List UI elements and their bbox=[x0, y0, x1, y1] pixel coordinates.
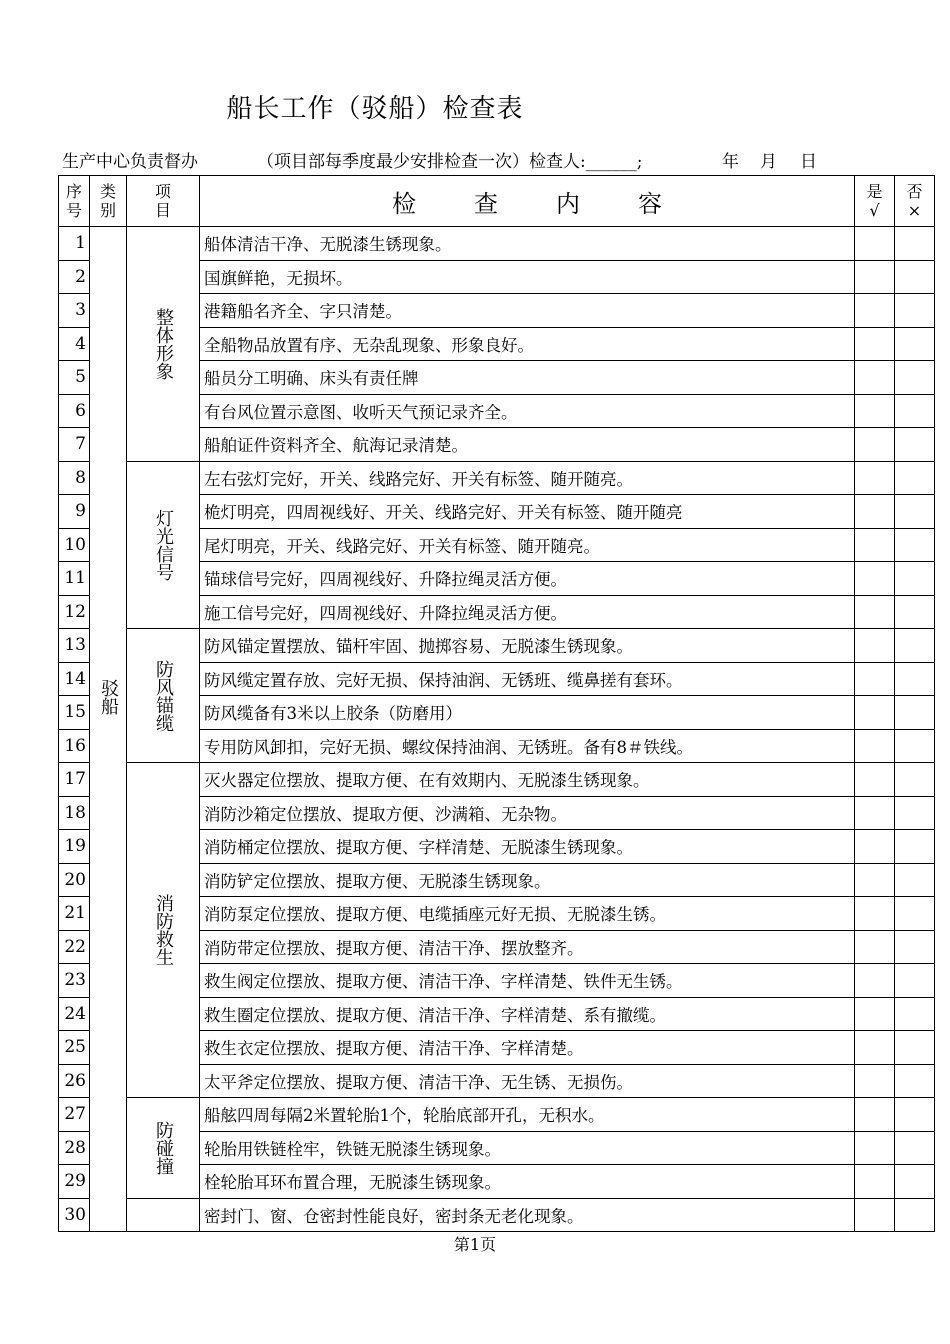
yes-checkbox-cell[interactable] bbox=[855, 394, 895, 428]
yes-checkbox-cell[interactable] bbox=[855, 495, 895, 529]
row-number: 30 bbox=[59, 1198, 90, 1232]
row-number: 12 bbox=[59, 595, 90, 629]
no-checkbox-cell[interactable] bbox=[895, 1131, 935, 1165]
row-number: 16 bbox=[59, 729, 90, 763]
row-number: 1 bbox=[59, 227, 90, 261]
no-checkbox-cell[interactable] bbox=[895, 729, 935, 763]
check-item-text: 救生衣定位摆放、提取方便、清洁干净、字样清楚。 bbox=[200, 1031, 855, 1065]
no-checkbox-cell[interactable] bbox=[895, 1165, 935, 1199]
check-item-text: 消防泵定位摆放、提取方便、电缆插座元好无损、无脱漆生锈。 bbox=[200, 897, 855, 931]
checklist-table bbox=[58, 175, 935, 1232]
table-row bbox=[59, 461, 935, 495]
subtitle-supervisor: 生产中心负责督办 bbox=[62, 152, 198, 172]
no-checkbox-cell[interactable] bbox=[895, 327, 935, 361]
header-yes-1: 是 bbox=[866, 182, 883, 201]
no-checkbox-cell[interactable] bbox=[895, 662, 935, 696]
row-number: 26 bbox=[59, 1064, 90, 1098]
subtitle-year: 年 bbox=[722, 152, 739, 172]
check-item-text: 左右弦灯完好，开关、线路完好、开关有标签、随开随亮。 bbox=[200, 461, 855, 495]
table-row bbox=[59, 763, 935, 797]
yes-checkbox-cell[interactable] bbox=[855, 997, 895, 1031]
header-row bbox=[59, 176, 935, 227]
group-cell bbox=[127, 1198, 200, 1232]
header-category bbox=[90, 176, 127, 227]
no-checkbox-cell[interactable] bbox=[895, 763, 935, 797]
yes-checkbox-cell[interactable] bbox=[855, 1064, 895, 1098]
header-seq bbox=[59, 176, 90, 227]
header-no-1: 否 bbox=[906, 182, 923, 201]
yes-checkbox-cell[interactable] bbox=[855, 763, 895, 797]
no-checkbox-cell[interactable] bbox=[895, 830, 935, 864]
row-number: 13 bbox=[59, 629, 90, 663]
yes-checkbox-cell[interactable] bbox=[855, 1198, 895, 1232]
check-item-text: 太平斧定位摆放、提取方便、清洁干净、无生锈、无损伤。 bbox=[200, 1064, 855, 1098]
yes-checkbox-cell[interactable] bbox=[855, 1131, 895, 1165]
yes-checkbox-cell[interactable] bbox=[855, 629, 895, 663]
row-number: 29 bbox=[59, 1165, 90, 1199]
group-cell bbox=[127, 763, 200, 1098]
check-item-text: 船体清洁干净、无脱漆生锈现象。 bbox=[200, 227, 855, 261]
check-item-text: 救生圈定位摆放、提取方便、清洁干净、字样清楚、系有撤缆。 bbox=[200, 997, 855, 1031]
yes-checkbox-cell[interactable] bbox=[855, 528, 895, 562]
header-cat-1: 类 bbox=[99, 182, 116, 201]
check-item-text: 港籍船名齐全、字只清楚。 bbox=[200, 294, 855, 328]
yes-checkbox-cell[interactable] bbox=[855, 729, 895, 763]
yes-checkbox-cell[interactable] bbox=[855, 897, 895, 931]
no-checkbox-cell[interactable] bbox=[895, 595, 935, 629]
no-checkbox-cell[interactable] bbox=[895, 260, 935, 294]
header-cat-2: 别 bbox=[99, 201, 116, 220]
group-label: 防碰撞 bbox=[153, 1120, 174, 1175]
no-checkbox-cell[interactable] bbox=[895, 394, 935, 428]
row-number: 5 bbox=[59, 361, 90, 395]
yes-checkbox-cell[interactable] bbox=[855, 361, 895, 395]
yes-checkbox-cell[interactable] bbox=[855, 1031, 895, 1065]
no-checkbox-cell[interactable] bbox=[895, 863, 935, 897]
header-content bbox=[200, 176, 855, 227]
page-title: 船长工作（驳船）检查表 bbox=[226, 94, 524, 124]
header-seq-2: 号 bbox=[65, 201, 82, 220]
check-item-text: 消防铲定位摆放、提取方便、无脱漆生锈现象。 bbox=[200, 863, 855, 897]
check-item-text: 国旗鲜艳，无损坏。 bbox=[200, 260, 855, 294]
no-checkbox-cell[interactable] bbox=[895, 930, 935, 964]
no-checkbox-cell[interactable] bbox=[895, 294, 935, 328]
check-item-text: 船舶证件资料齐全、航海记录清楚。 bbox=[200, 428, 855, 462]
row-number: 15 bbox=[59, 696, 90, 730]
row-number: 18 bbox=[59, 796, 90, 830]
yes-checkbox-cell[interactable] bbox=[855, 796, 895, 830]
category-label: 驳船 bbox=[98, 679, 119, 715]
row-number: 6 bbox=[59, 394, 90, 428]
header-no bbox=[895, 176, 935, 227]
yes-checkbox-cell[interactable] bbox=[855, 260, 895, 294]
yes-checkbox-cell[interactable] bbox=[855, 595, 895, 629]
yes-checkbox-cell[interactable] bbox=[855, 863, 895, 897]
check-item-text: 尾灯明亮，开关、线路完好、开关有标签、随开随亮。 bbox=[200, 528, 855, 562]
no-checkbox-cell[interactable] bbox=[895, 495, 935, 529]
yes-checkbox-cell[interactable] bbox=[855, 662, 895, 696]
check-item-text: 轮胎用铁链栓牢，铁链无脱漆生锈现象。 bbox=[200, 1131, 855, 1165]
check-item-text: 栓轮胎耳环布置合理，无脱漆生锈现象。 bbox=[200, 1165, 855, 1199]
no-checkbox-cell[interactable] bbox=[895, 1031, 935, 1065]
subtitle-day: 日 bbox=[800, 152, 817, 172]
no-checkbox-cell[interactable] bbox=[895, 1064, 935, 1098]
row-number: 24 bbox=[59, 997, 90, 1031]
no-checkbox-cell[interactable] bbox=[895, 696, 935, 730]
no-checkbox-cell[interactable] bbox=[895, 897, 935, 931]
check-item-text: 灭火器定位摆放、提取方便、在有效期内、无脱漆生锈现象。 bbox=[200, 763, 855, 797]
row-number: 28 bbox=[59, 1131, 90, 1165]
yes-checkbox-cell[interactable] bbox=[855, 696, 895, 730]
no-checkbox-cell[interactable] bbox=[895, 1098, 935, 1132]
row-number: 14 bbox=[59, 662, 90, 696]
row-number: 8 bbox=[59, 461, 90, 495]
yes-checkbox-cell[interactable] bbox=[855, 964, 895, 998]
check-item-text: 防风缆备有3米以上胶条（防磨用） bbox=[200, 696, 855, 730]
header-yes bbox=[855, 176, 895, 227]
row-number: 27 bbox=[59, 1098, 90, 1132]
no-checkbox-cell[interactable] bbox=[895, 227, 935, 261]
no-checkbox-cell[interactable] bbox=[895, 461, 935, 495]
category-cell bbox=[90, 227, 127, 1232]
group-cell bbox=[127, 461, 200, 629]
check-item-text: 桅灯明亮，四周视线好、开关、线路完好、开关有标签、随开随亮 bbox=[200, 495, 855, 529]
row-number: 22 bbox=[59, 930, 90, 964]
row-number: 3 bbox=[59, 294, 90, 328]
page-number: 第1页 bbox=[453, 1235, 497, 1254]
no-checkbox-cell[interactable] bbox=[895, 428, 935, 462]
check-item-text: 密封门、窗、仓密封性能良好，密封条无老化现象。 bbox=[200, 1198, 855, 1232]
check-item-text: 船员分工明确、床头有责任牌 bbox=[200, 361, 855, 395]
row-number: 17 bbox=[59, 763, 90, 797]
check-item-text: 防风缆定置存放、完好无损、保持油润、无锈班、缆鼻搓有套环。 bbox=[200, 662, 855, 696]
row-number: 10 bbox=[59, 528, 90, 562]
group-label: 防风锚缆 bbox=[153, 659, 174, 732]
header-seq-1: 序 bbox=[65, 182, 82, 201]
row-number: 2 bbox=[59, 260, 90, 294]
header-no-2: × bbox=[907, 201, 922, 220]
yes-checkbox-cell[interactable] bbox=[855, 227, 895, 261]
table-row bbox=[59, 629, 935, 663]
yes-checkbox-cell[interactable] bbox=[855, 327, 895, 361]
header-content-label: 检查内容 bbox=[392, 189, 720, 218]
group-label: 整体形象 bbox=[153, 307, 174, 380]
row-number: 23 bbox=[59, 964, 90, 998]
no-checkbox-cell[interactable] bbox=[895, 629, 935, 663]
check-item-text: 有台风位置示意图、收听天气预记录齐全。 bbox=[200, 394, 855, 428]
yes-checkbox-cell[interactable] bbox=[855, 428, 895, 462]
yes-checkbox-cell[interactable] bbox=[855, 1165, 895, 1199]
no-checkbox-cell[interactable] bbox=[895, 796, 935, 830]
row-number: 11 bbox=[59, 562, 90, 596]
no-checkbox-cell[interactable] bbox=[895, 997, 935, 1031]
header-yes-2: √ bbox=[869, 201, 880, 220]
check-item-text: 锚球信号完好，四周视线好、升降拉绳灵活方便。 bbox=[200, 562, 855, 596]
group-cell bbox=[127, 1098, 200, 1199]
table-row bbox=[59, 1198, 935, 1232]
header-item bbox=[127, 176, 200, 227]
yes-checkbox-cell[interactable] bbox=[855, 562, 895, 596]
check-item-text: 消防桶定位摆放、提取方便、字样清楚、无脱漆生锈现象。 bbox=[200, 830, 855, 864]
yes-checkbox-cell[interactable] bbox=[855, 294, 895, 328]
check-item-text: 全船物品放置有序、无杂乱现象、形象良好。 bbox=[200, 327, 855, 361]
yes-checkbox-cell[interactable] bbox=[855, 1098, 895, 1132]
subtitle-month: 月 bbox=[760, 152, 777, 172]
check-item-text: 防风锚定置摆放、锚杆牢固、抛掷容易、无脱漆生锈现象。 bbox=[200, 629, 855, 663]
no-checkbox-cell[interactable] bbox=[895, 1198, 935, 1232]
row-number: 20 bbox=[59, 863, 90, 897]
yes-checkbox-cell[interactable] bbox=[855, 830, 895, 864]
header-item-1: 项 bbox=[154, 182, 171, 201]
check-item-text: 施工信号完好，四周视线好、升降拉绳灵活方便。 bbox=[200, 595, 855, 629]
group-label: 消防救生 bbox=[153, 894, 174, 966]
table-row bbox=[59, 227, 935, 261]
no-checkbox-cell[interactable] bbox=[895, 562, 935, 596]
yes-checkbox-cell[interactable] bbox=[855, 461, 895, 495]
check-item-text: 专用防风卸扣，完好无损、螺纹保持油润、无锈班。备有8＃铁线。 bbox=[200, 729, 855, 763]
subtitle-inspection-note: （项目部每季度最少安排检查一次）检查人:______; bbox=[257, 152, 643, 172]
check-item-text: 消防沙箱定位摆放、提取方便、沙满箱、无杂物。 bbox=[200, 796, 855, 830]
no-checkbox-cell[interactable] bbox=[895, 361, 935, 395]
group-label: 灯光信号 bbox=[153, 508, 174, 581]
row-number: 7 bbox=[59, 428, 90, 462]
check-item-text: 船舷四周每隔2米置轮胎1个，轮胎底部开孔，无积水。 bbox=[200, 1098, 855, 1132]
table-row bbox=[59, 1098, 935, 1132]
row-number: 4 bbox=[59, 327, 90, 361]
yes-checkbox-cell[interactable] bbox=[855, 930, 895, 964]
check-item-text: 救生阀定位摆放、提取方便、清洁干净、字样清楚、铁件无生锈。 bbox=[200, 964, 855, 998]
check-item-text: 消防带定位摆放、提取方便、清洁干净、摆放整齐。 bbox=[200, 930, 855, 964]
row-number: 21 bbox=[59, 897, 90, 931]
group-cell bbox=[127, 227, 200, 462]
header-item-2: 目 bbox=[154, 201, 171, 220]
group-cell bbox=[127, 629, 200, 763]
row-number: 19 bbox=[59, 830, 90, 864]
no-checkbox-cell[interactable] bbox=[895, 964, 935, 998]
no-checkbox-cell[interactable] bbox=[895, 528, 935, 562]
row-number: 25 bbox=[59, 1031, 90, 1065]
row-number: 9 bbox=[59, 495, 90, 529]
